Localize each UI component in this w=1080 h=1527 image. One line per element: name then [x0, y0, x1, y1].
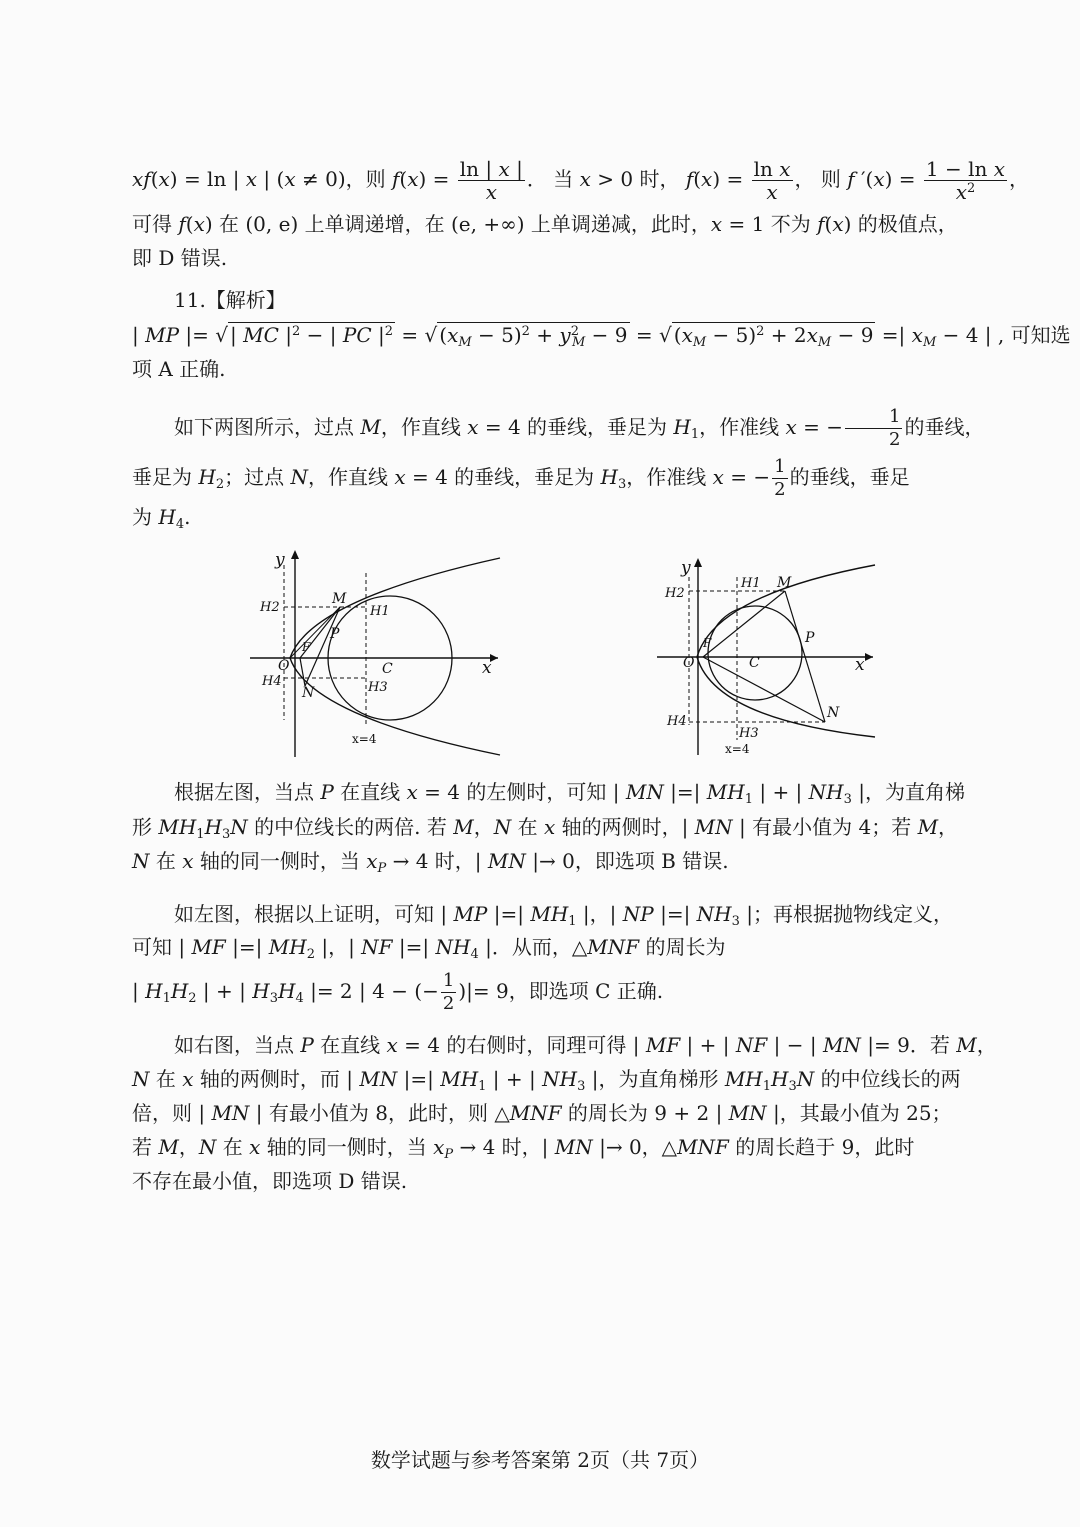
left-fig-label-x: x: [482, 658, 492, 678]
left-fig-label-H3: H3: [368, 680, 388, 695]
right-fig-label-M: M: [777, 575, 792, 591]
left-figure: [250, 545, 510, 760]
left-fig-label-x4: x=4: [352, 732, 377, 746]
text-line-19: 若 M，N 在 x 轴的同一侧时，当 $x_P \to 4$ 时，| MN |→ 0，△MNF 的周长趋于 9，此时: [132, 1135, 915, 1162]
left-fig-label-H4: H4: [262, 674, 282, 689]
text-line-15: | $H_1H_2$ | + | $H_3H_4$ |= 2 | 4 − (− $\frac{1}{2}$ )|= 9，即选项 C 正确.: [132, 970, 664, 1014]
text-line-6: 项 A 正确.: [132, 357, 226, 381]
text-line-5: | MP |= √ | MC $|^2$ − | PC $|^2$ = √ $(x_M - 5)^2 + y^2_M - 9$ = √ $(x_M - 5)^2 + 2x_M - 9$ =| $x_M - 4$ | , 可知选: [132, 323, 1071, 350]
right-fig-label-H2: H2: [665, 586, 685, 601]
left-fig-label-origin: O: [278, 658, 290, 674]
text-line-9: 为 $H_4$.: [132, 505, 191, 532]
right-fig-label-H4: H4: [667, 714, 687, 729]
right-fig-label-H1: H1: [741, 576, 761, 591]
left-fig-label-H2: H2: [260, 600, 280, 615]
right-fig-label-x4: x=4: [725, 742, 750, 756]
text-line-12: N 在 x 轴的同一侧时，当 $x_P \to 4$ 时，| MN |→ 0，即选项 B 错误.: [132, 849, 729, 876]
text-line-18: 倍，则 | MN | 有最小值为 8，此时，则 △MNF 的周长为 9 + 2 | MN |，其最小值为 25；: [132, 1101, 952, 1125]
text-line-7: 如下两图所示，过点 M，作直线 x = 4 的垂线，垂足为 $H_1$，作准线 x = − $\frac{1}{2}$ 的垂线，: [174, 406, 985, 450]
text-line-14: 可知 | MF |=| $MH_2$ |，| NF |=| $NH_4$ |．从而，△MNF 的周长为: [132, 935, 726, 962]
right-fig-label-H3: H3: [739, 726, 759, 741]
left-fig-label-H1: H1: [370, 604, 390, 619]
left-fig-label-P: P: [330, 626, 340, 642]
right-fig-label-C: C: [749, 655, 760, 671]
right-figure: [655, 555, 885, 760]
text-line-20: 不存在最小值，即选项 D 错误.: [132, 1169, 408, 1193]
text-line-13: 如左图，根据以上证明，可知 | MP |=| $MH_1$ |，| NP |=| $NH_3$ |；再根据抛物线定义，: [174, 902, 954, 929]
section-heading-11: 11.【解析】: [174, 288, 286, 312]
text-line-10: 根据左图，当点 P 在直线 x = 4 的左侧时，可知 | MN |=| $MH_1$ | + | $NH_3$ |，为直角梯: [174, 780, 965, 807]
page-footer: 数学试题与参考答案第 2页（共 7页）: [370, 1448, 710, 1472]
right-fig-label-x: x: [855, 655, 865, 675]
text-line-17: N 在 x 轴的两侧时，而 | MN |=| $MH_1$ | + | $NH_3$ |，为直角梯形 $MH_1H_3N$ 的中位线长的两: [132, 1067, 961, 1094]
left-fig-label-y: y: [275, 550, 285, 570]
left-fig-label-M: M: [332, 591, 347, 607]
text-line-16: 如右图，当点 P 在直线 x = 4 的右侧时，同理可得 | MF | + | NF | − | MN |= 9．若 M，: [174, 1033, 997, 1057]
right-fig-label-N: N: [827, 705, 840, 721]
right-fig-label-y: y: [681, 558, 691, 578]
text-line-1: xf(x) = ln | x | (x ≠ 0)，则 f(x) = $\frac{\ln | x |}{x}$ ． 当 x > 0 时， f(x) = $\frac{\text{ln x}}{x}$ ， 则 f ′(x) = $\frac{\text{1 − ln x}}{x^2}$ ，: [132, 157, 1030, 204]
left-fig-label-C: C: [382, 661, 393, 677]
left-fig-label-N: N: [302, 685, 315, 701]
right-fig-label-F: F: [703, 636, 712, 650]
left-fig-label-F: F: [302, 640, 311, 654]
text-line-2: 可得 f(x) 在 (0, e) 上单调递增，在 (e, +∞) 上单调递减，此时，x = 1 不为 f(x) 的极值点，: [132, 212, 958, 236]
text-line-3: 即 D 错误.: [132, 246, 228, 270]
text-line-8: 垂足为 $H_2$；过点 N，作直线 x = 4 的垂线，垂足为 $H_3$，作准线 x = − $\frac{1}{2}$ 的垂线，垂足: [132, 456, 910, 500]
right-fig-label-P: P: [805, 630, 815, 646]
right-fig-label-origin: O: [683, 655, 695, 671]
text-line-11: 形 $MH_1H_3N$ 的中位线长的两倍. 若 M，N 在 x 轴的两侧时，| MN | 有最小值为 4；若 M，: [132, 815, 959, 842]
